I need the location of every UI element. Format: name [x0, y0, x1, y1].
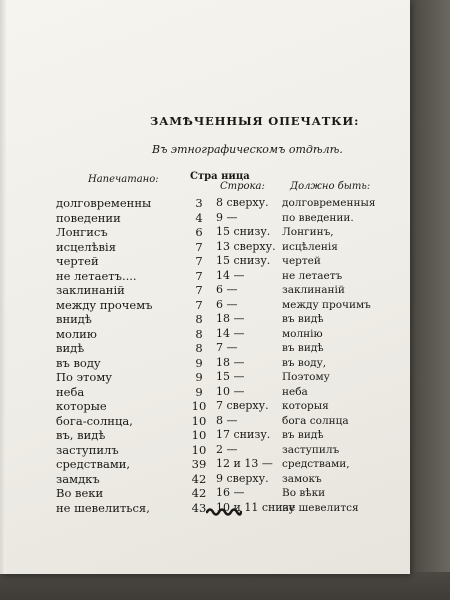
- table-row: [0, 385, 410, 400]
- cell-page: 7: [195, 297, 203, 312]
- cell-page: 7: [195, 283, 203, 297]
- table-row: [0, 225, 410, 240]
- column-header-line: Строка:: [220, 181, 265, 192]
- cell-should-be: чертей: [282, 255, 321, 267]
- table-row: [0, 298, 410, 313]
- cell-printed: долговременны: [56, 196, 152, 210]
- column-header-should-be: Должно быть:: [290, 181, 371, 192]
- cell-line: 13 сверху.: [216, 239, 276, 253]
- cell-line: 9 сверху.: [216, 471, 269, 485]
- cell-line: 12 и 13 —: [216, 457, 273, 470]
- cell-printed: не шевелиться,: [56, 500, 150, 515]
- cell-line: 7 —: [216, 341, 238, 354]
- cell-should-be: не шевелится: [282, 501, 359, 514]
- cell-printed: внидѣ: [56, 312, 92, 326]
- cell-page: 10: [191, 428, 207, 442]
- cell-should-be: бога солнца: [282, 414, 349, 427]
- cell-line: 15 снизу.: [216, 225, 271, 238]
- cell-should-be: исцѣленія: [282, 240, 338, 253]
- column-header-printed: Напечатано:: [88, 174, 159, 185]
- cell-should-be: заклинаній: [282, 284, 345, 296]
- table-row: [0, 356, 410, 371]
- table-row: [0, 283, 410, 298]
- cell-page: 6: [195, 225, 203, 239]
- cell-line: 18 —: [216, 355, 245, 369]
- table-row: [0, 486, 410, 501]
- cell-line: 15 снизу.: [216, 254, 271, 267]
- cell-page: 7: [195, 268, 203, 283]
- table-row: [0, 240, 410, 255]
- cell-should-be: которыя: [282, 400, 329, 412]
- cell-should-be: въ воду,: [282, 356, 327, 369]
- cell-should-be: молнію: [282, 327, 323, 340]
- cell-should-be: Во вѣки: [282, 487, 326, 499]
- table-row: [0, 196, 410, 211]
- cell-should-be: неба: [282, 385, 308, 398]
- cell-page: 8: [195, 326, 203, 341]
- cell-should-be: по введении.: [282, 211, 354, 224]
- cell-page: 9: [195, 384, 203, 399]
- table-row: [0, 269, 410, 284]
- cell-page: 10: [191, 413, 207, 428]
- errata-table: [0, 196, 410, 515]
- cell-should-be: въ видѣ: [282, 429, 324, 441]
- cell-line: 10 и 11 снизу: [216, 500, 296, 514]
- cell-page: 42: [191, 471, 207, 486]
- cell-should-be: долговременныя: [282, 197, 376, 209]
- table-row: [0, 414, 410, 429]
- table-row: [0, 501, 410, 516]
- cell-printed: не летаетъ....: [56, 268, 137, 283]
- table-row: [0, 341, 410, 356]
- cell-line: 14 —: [216, 326, 245, 340]
- table-row: [0, 472, 410, 487]
- cell-line: 17 снизу.: [216, 428, 271, 441]
- cell-should-be: Лонгинъ,: [282, 226, 334, 238]
- cell-page: 39: [191, 457, 207, 471]
- cell-should-be: средствами,: [282, 458, 350, 470]
- cell-should-be: заступилъ: [282, 443, 340, 456]
- cell-printed: Лонгисъ: [56, 225, 108, 239]
- background-desk-bottom: [0, 572, 450, 600]
- cell-line: 8 —: [216, 413, 238, 427]
- cell-line: 16 —: [216, 486, 245, 499]
- cell-should-be: замокъ: [282, 472, 322, 485]
- cell-page: 9: [195, 370, 203, 384]
- cell-line: 7 сверху.: [216, 399, 269, 412]
- cell-should-be: въ видѣ: [282, 342, 324, 354]
- cell-printed: По этому: [56, 370, 113, 384]
- cell-printed: чертей: [56, 254, 99, 268]
- cell-should-be: между прочимъ: [282, 298, 371, 311]
- cell-should-be: въ видѣ: [282, 313, 324, 325]
- cell-line: 18 —: [216, 312, 245, 325]
- cell-line: 6 —: [216, 297, 238, 311]
- cell-printed: заступилъ: [56, 442, 119, 457]
- cell-printed: молию: [56, 326, 97, 341]
- cell-page: 42: [191, 486, 207, 500]
- cell-line: 10 —: [216, 384, 245, 398]
- page-title: ЗАМѢЧЕННЫЯ ОПЕЧАТКИ:: [150, 114, 360, 128]
- cell-page: 10: [191, 399, 207, 413]
- cell-line: 14 —: [216, 268, 245, 282]
- cell-printed: въ воду: [56, 355, 101, 370]
- cell-line: 2 —: [216, 442, 238, 456]
- cell-line: 8 сверху.: [216, 196, 269, 209]
- cell-printed: заклинаній: [56, 283, 125, 297]
- cell-should-be: не летаетъ: [282, 269, 343, 282]
- cell-printed: исцелѣвія: [56, 239, 116, 254]
- cell-printed: между прочемъ: [56, 297, 153, 312]
- cell-printed: въ, видѣ: [56, 428, 106, 442]
- wavy-ornament-icon: [206, 507, 242, 517]
- table-row: [0, 254, 410, 269]
- cell-printed: неба: [56, 384, 85, 399]
- cell-printed: Во веки: [56, 486, 104, 500]
- table-row: [0, 443, 410, 458]
- cell-page: 43: [191, 500, 207, 515]
- table-row: [0, 211, 410, 226]
- cell-line: 15 —: [216, 370, 245, 383]
- cell-page: 3: [195, 196, 203, 210]
- cell-page: 4: [195, 210, 203, 225]
- cell-line: 9 —: [216, 210, 238, 224]
- cell-printed: замдкъ: [56, 471, 100, 486]
- table-row: [0, 370, 410, 385]
- cell-page: 7: [195, 254, 203, 268]
- cell-should-be: Поэтому: [282, 371, 330, 383]
- background-desk-right: [408, 0, 450, 600]
- cell-printed: средствами,: [56, 457, 131, 471]
- cell-printed: которые: [56, 399, 107, 413]
- table-row: [0, 312, 410, 327]
- table-row: [0, 428, 410, 443]
- cell-printed: бога-солнца,: [56, 413, 133, 428]
- cell-line: 6 —: [216, 283, 238, 296]
- cell-page: 9: [195, 355, 203, 370]
- cell-printed: видѣ: [56, 341, 85, 355]
- cell-page: 8: [195, 312, 203, 326]
- cell-page: 7: [195, 239, 203, 254]
- page-subtitle: Въ этнографическомъ отдѣлѣ.: [152, 143, 343, 156]
- cell-page: 8: [195, 341, 203, 355]
- column-header-page: Стра ница: [190, 171, 250, 182]
- table-row: [0, 457, 410, 472]
- table-row: [0, 327, 410, 342]
- cell-page: 10: [191, 442, 207, 457]
- table-row: [0, 399, 410, 414]
- cell-printed: поведении: [56, 210, 121, 225]
